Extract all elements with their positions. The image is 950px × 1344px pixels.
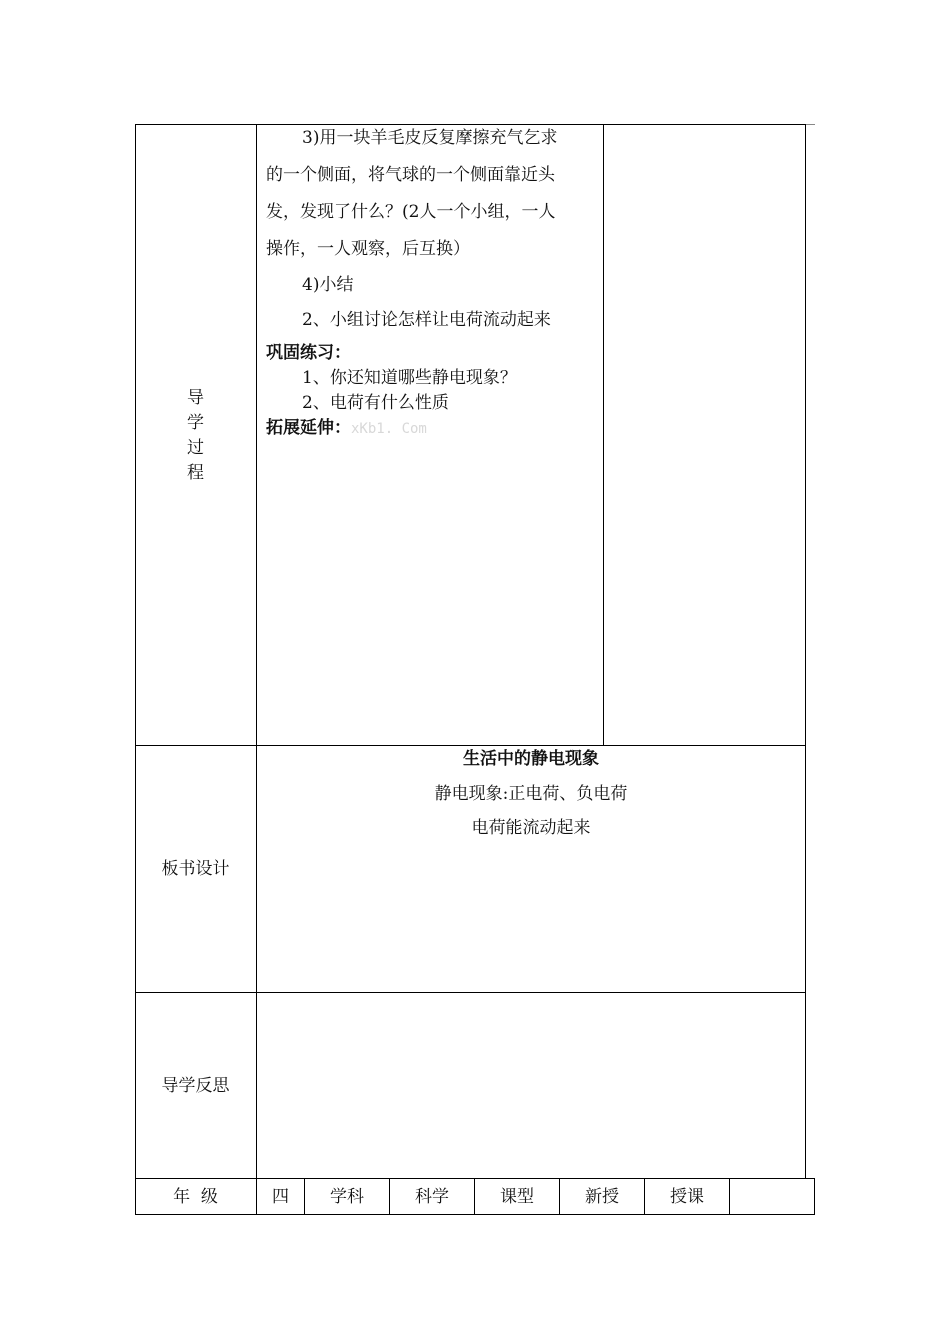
lesson-type-value: 新授 [585, 1187, 619, 1207]
table-top-border [135, 124, 806, 125]
lesson-type-label: 课型 [500, 1187, 534, 1207]
extension-heading [266, 418, 427, 439]
grade-label: 年 级 [173, 1187, 218, 1207]
notes-column-divider [603, 124, 604, 746]
info-row-top-border [135, 1178, 815, 1179]
practice-heading: 巩固练习： [266, 343, 351, 363]
process-line: 操作，一人观察，后互换） [266, 239, 470, 259]
guide-process-label-char: 过 [187, 438, 204, 458]
reflection-row-top-border [135, 992, 806, 993]
grade-value: 四 [272, 1187, 289, 1207]
info-right-border [814, 1178, 815, 1215]
extension-heading-text: 拓展延伸： [266, 418, 351, 438]
process-line: 3)用一块羊毛皮反复摩擦充气乞求 [302, 128, 558, 148]
practice-item: 2、电荷有什么性质 [302, 393, 449, 413]
board-design-line: 静电现象:正电荷、负电荷 [434, 784, 628, 804]
label-column-divider [256, 124, 257, 1215]
table-left-border [135, 124, 136, 1215]
board-row-top-border [135, 745, 806, 746]
watermark-text: xKb1. Com [351, 421, 427, 437]
practice-item: 1、你还知道哪些静电现象？ [302, 368, 517, 388]
info-row-bottom-border [135, 1214, 815, 1215]
reflection-label: 导学反思 [161, 1076, 230, 1096]
subject-value: 科学 [415, 1187, 449, 1207]
process-line: 发，发现了什么？(2人一个小组，一人 [266, 202, 556, 222]
board-design-title: 生活中的静电现象 [463, 749, 599, 769]
subject-label: 学科 [330, 1187, 364, 1207]
table-top-border-tail [806, 124, 815, 125]
teaching-value [730, 1180, 814, 1214]
process-line: 的一个侧面，将气球的一个侧面靠近头 [266, 165, 555, 185]
process-line: 4)小结 [302, 275, 354, 295]
board-design-label: 板书设计 [161, 859, 230, 879]
board-design-line: 电荷能流动起来 [471, 818, 591, 838]
guide-process-label-char: 程 [187, 463, 204, 483]
guide-process-label [135, 386, 256, 486]
guide-process-label-char: 学 [187, 413, 204, 433]
table-right-border [805, 124, 806, 1179]
guide-process-label-char: 导 [187, 388, 204, 408]
teaching-label: 授课 [670, 1187, 704, 1207]
process-line: 2、小组讨论怎样让电荷流动起来 [302, 310, 551, 330]
